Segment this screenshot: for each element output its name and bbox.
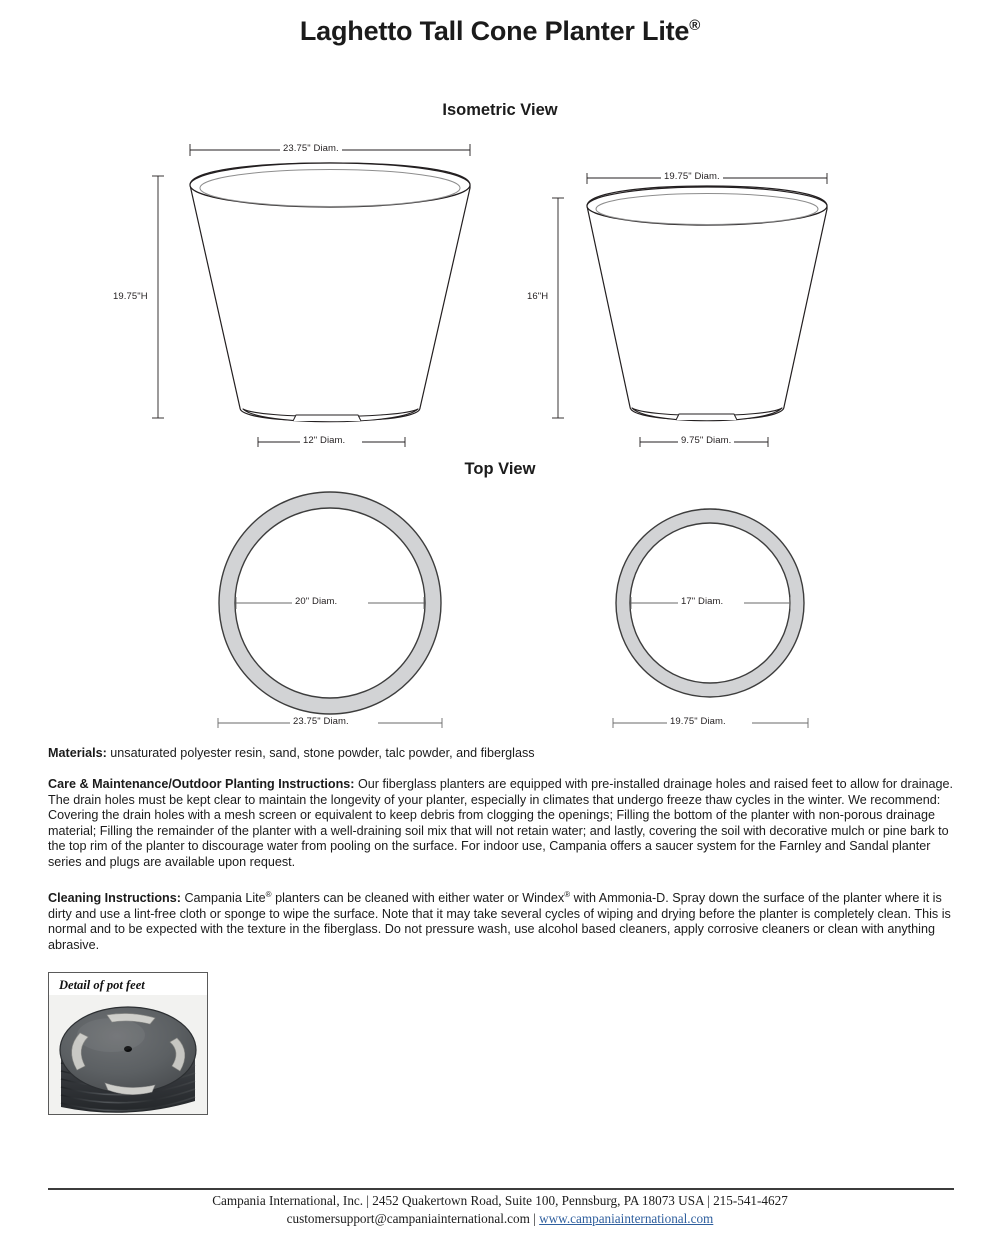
- lite-registered-trademark-icon: ®: [265, 890, 272, 899]
- footer-address-line: Campania International, Inc. | 2452 Quakertown Road, Suite 100, Pennsburg, PA 18073 USA | 215-541-4627: [212, 1193, 788, 1208]
- small-planter-foot-notch: [676, 414, 737, 420]
- pot-feet-caption: Detail of pot feet: [59, 978, 145, 992]
- isometric-drawings: [100, 130, 900, 465]
- care-label: Care & Maintenance/Outdoor Planting Instructions:: [48, 777, 355, 791]
- footer-email[interactable]: customersupport@campaniainternational.com: [286, 1211, 530, 1226]
- footer: [0, 1192, 1000, 1228]
- small-height-dimension-line: [552, 198, 564, 418]
- footer-divider: [48, 1188, 954, 1190]
- small-height-label: 16"H: [524, 291, 551, 302]
- footer-contact-line: [0, 1210, 1000, 1228]
- large-height-dimension-line: [152, 176, 164, 418]
- large-bottom-diameter-label: 12" Diam.: [300, 435, 348, 446]
- isometric-view-heading: Isometric View: [442, 101, 558, 119]
- small-planter-rim-inner: [596, 194, 818, 225]
- footer-website-link[interactable]: www.campaniainternational.com: [539, 1211, 714, 1226]
- large-height-label: 19.75"H: [110, 291, 151, 302]
- isometric-svg: [100, 130, 900, 460]
- materials-paragraph: [48, 746, 954, 762]
- cleaning-body-3: with Ammonia-D. Spray down the surface of the planter where it is dirty and use a lint-free cloth or sponge to wipe the surface. Note that it may take several cycles of wiping and drying before the planter is completely clean. This is normal and to be expected with the texture in the fiberglass. Do not pressure wash, use alcohol based cleaners, apply corrosive cleaners or clean with anything abrasive.: [48, 891, 951, 952]
- large-inner-diameter-label: 20" Diam.: [292, 596, 340, 607]
- materials-body: unsaturated polyester resin, sand, stone powder, talc powder, and fiberglass: [106, 746, 535, 760]
- footer-separator: |: [529, 1211, 540, 1226]
- small-inner-diameter-label: 17" Diam.: [678, 596, 726, 607]
- top-view-heading: Top View: [464, 460, 536, 478]
- large-outer-diameter-label: 23.75" Diam.: [290, 716, 352, 727]
- top-view-drawings: [100, 485, 900, 740]
- cleaning-body-1: Campania Lite: [180, 891, 266, 906]
- care-body: Our fiberglass planters are equipped with pre-installed drainage holes and raised feet to allow for drainage. The drain holes must be kept clear to maintain the longevity of your planter, especially in climates that undergo freeze thaw cycles in the winter. We recommend: Covering the drain holes with a mesh screen or equivalent to keep debris from clogging the openings; Filling the bottom of the planter with non-porous drainage material; Filling the remainder of the planter with a well-draining soil mix that will not retain water; and lastly, covering the soil with decorative mulch or pine bark to the top rim of the planter to discourage water from pooling on the surface. For indoor use, Campania offers a saucer system for the Farnley and Sandal planter series and plugs are available upon request.: [48, 777, 954, 869]
- care-maintenance-paragraph: [48, 777, 954, 871]
- materials-label: Materials:: [48, 746, 107, 760]
- cleaning-paragraph: [48, 887, 954, 954]
- top-view-svg: [100, 485, 900, 735]
- large-planter-rim-inner: [200, 170, 460, 207]
- small-outer-diameter-label: 19.75" Diam.: [667, 716, 729, 727]
- pot-feet-photo: [49, 995, 207, 1115]
- large-planter-foot-notch: [293, 415, 361, 421]
- cleaning-body-2: planters can be cleaned with either water or Windex: [271, 891, 565, 906]
- pot-feet-detail-panel: [48, 972, 208, 1115]
- small-bottom-diameter-label: 9.75" Diam.: [678, 435, 734, 446]
- cleaning-label: Cleaning Instructions:: [48, 891, 181, 906]
- large-top-diameter-label: 23.75" Diam.: [280, 143, 342, 154]
- small-top-diameter-label: 19.75" Diam.: [661, 171, 723, 182]
- disc-highlight: [77, 1018, 145, 1052]
- windex-registered-trademark-icon: ®: [564, 890, 571, 899]
- page-title: [0, 16, 1000, 47]
- registered-trademark-icon: ®: [689, 17, 701, 34]
- page-title-text: Laghetto Tall Cone Planter Lite: [299, 16, 690, 46]
